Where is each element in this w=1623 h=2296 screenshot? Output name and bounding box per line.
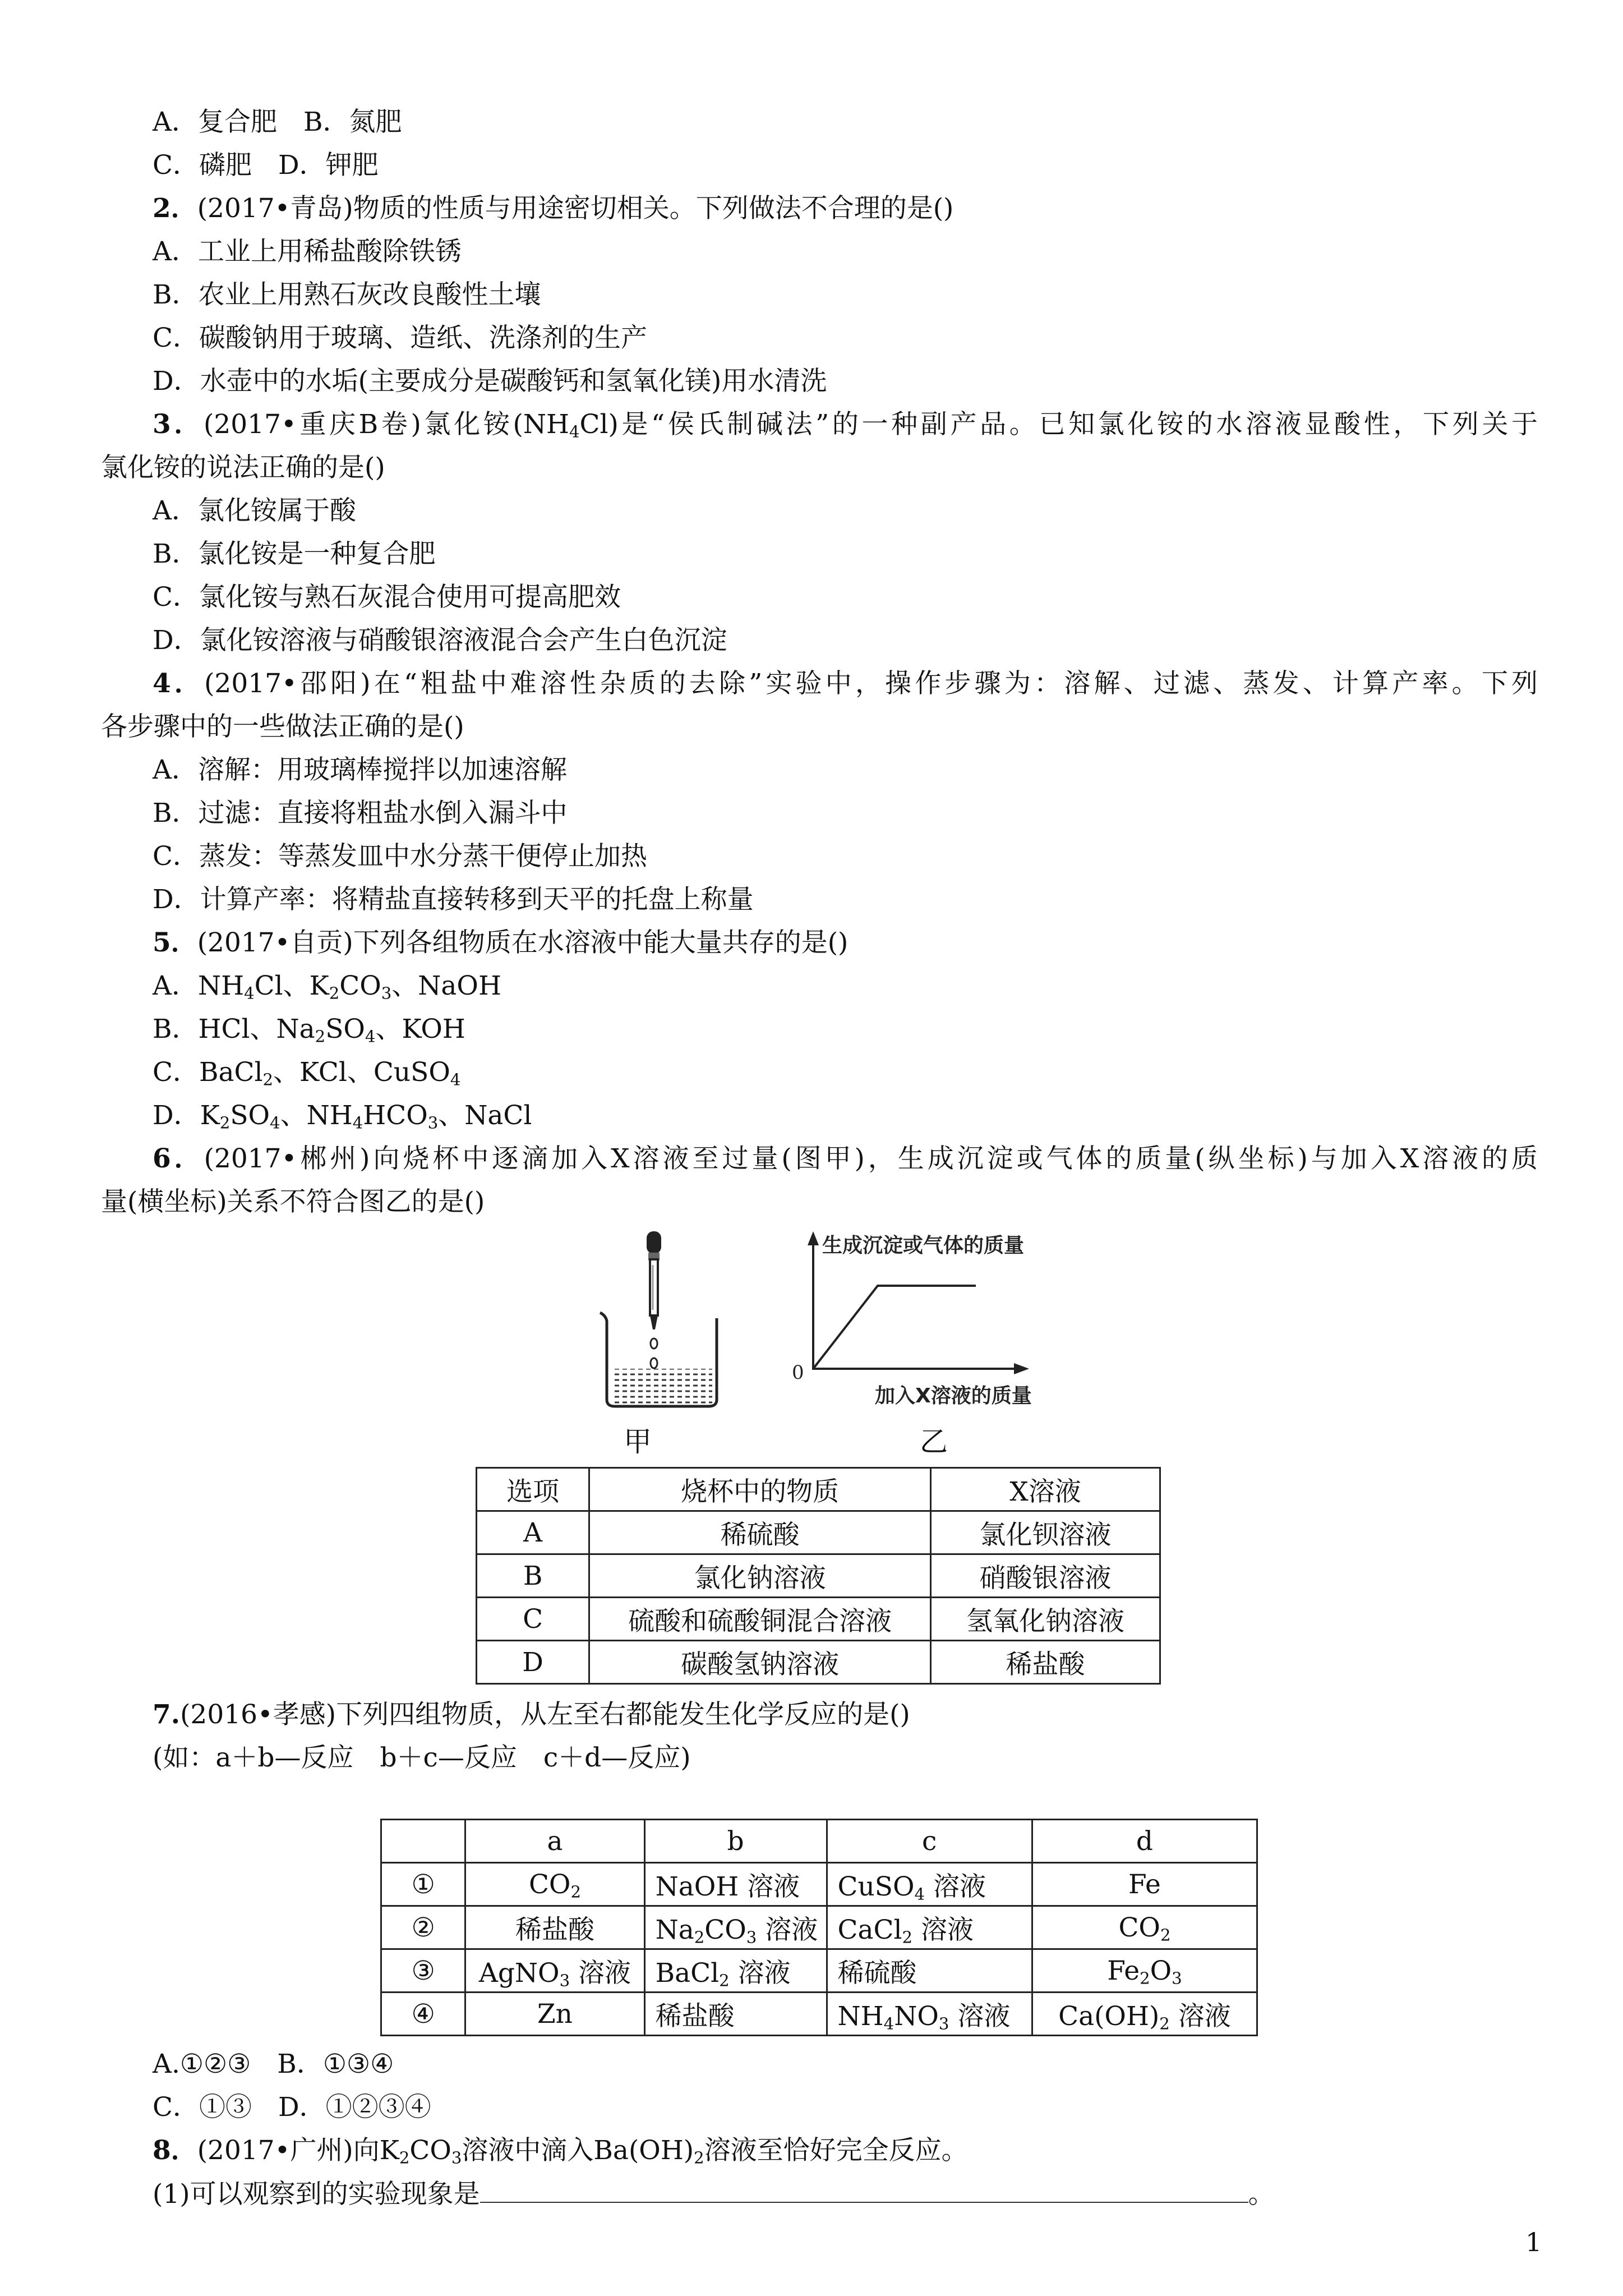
q5-option-b: B．HCl、$Na_2SO_4$、KOH: [153, 1014, 465, 1046]
table-cell: $CO_2$: [1032, 1906, 1257, 1949]
figure-yi-label: 乙: [920, 1425, 948, 1458]
table-cell: 氯化钡溶液: [931, 1511, 1160, 1554]
q3-option-d: D．氯化铵溶液与硝酸银溶液混合会产生白色沉淀: [153, 625, 727, 656]
table-header-cell: c: [827, 1820, 1032, 1863]
q2-option-a: A．工业上用稀盐酸除铁锈: [153, 236, 462, 267]
q7-stem-text: (2016•孝感)下列四组物质，从左至右都能发生化学反应的是(): [180, 1699, 910, 1730]
q2-option-c: C．碳酸钠用于玻璃、造纸、洗涤剂的生产: [153, 323, 647, 353]
q4-stem-line2: 各步骤中的一些做法正确的是(): [101, 711, 464, 742]
table-cell: 稀盐酸: [644, 1993, 827, 2036]
table-cell: D: [477, 1641, 589, 1684]
table-row: [381, 1993, 1257, 2036]
table-cell: NaOH 溶液: [644, 1863, 827, 1906]
table-cell: ②: [381, 1906, 465, 1949]
q3-option-b: B．氯化铵是一种复合肥: [153, 539, 436, 569]
table-cell: Zn: [465, 1993, 644, 2036]
table-cell: C: [477, 1598, 589, 1641]
q5-stem-text: (2017•自贡)下列各组物质在水溶液中能大量共存的是(): [197, 927, 849, 958]
table-cell: AgNO$_3$ 溶液: [465, 1949, 644, 1993]
x-axis-arrow: [1014, 1363, 1029, 1374]
table-row: [477, 1468, 1160, 1511]
page-number: 1: [1525, 2227, 1542, 2257]
table-cell: 硝酸银溶液: [931, 1554, 1160, 1598]
q8-sub1-label: (1)可以观察到的实验现象是: [153, 2179, 480, 2210]
q4-stem-text: (2017•邵阳)在“粗盐中难溶性杂质的去除”实验中，操作步骤为：溶解、过滤、蒸发、计算产率。下列: [204, 668, 1538, 699]
table-header-cell: X溶液: [931, 1468, 1160, 1511]
q4-number: 4．: [153, 668, 205, 699]
table-cell: BaCl$_2$ 溶液: [644, 1949, 827, 1993]
table-cell: 稀盐酸: [465, 1906, 644, 1949]
q4-option-b: B．过滤：直接将粗盐水倒入漏斗中: [153, 798, 568, 829]
graph-origin-label: 0: [792, 1361, 804, 1384]
table-cell: CaCl$_2$ 溶液: [827, 1906, 1032, 1949]
q8-stem: 8．(2017•广州)向$K_2CO_3$溶液中滴入$Ba(OH)_2$溶液至恰好完全反应。: [153, 2135, 968, 2168]
table-cell: 氢氧化钠溶液: [931, 1598, 1160, 1641]
mass-graph: [780, 1223, 1071, 1419]
table-cell: ④: [381, 1993, 465, 2036]
q6-table: [476, 1467, 1161, 1685]
q6-number: 6．: [153, 1143, 204, 1174]
table-cell: ③: [381, 1949, 465, 1993]
table-cell: 稀盐酸: [931, 1641, 1160, 1684]
table-row: [477, 1554, 1160, 1598]
q2-stem: [153, 192, 953, 226]
table-row: [381, 1949, 1257, 1993]
q6-stem-line2: 量(横坐标)关系不符合图乙的是(): [101, 1186, 485, 1217]
q3-stem-part1: (2017•重庆B卷)氯化铵(NH: [204, 409, 569, 440]
table-header-cell: b: [644, 1820, 827, 1863]
table-cell: ①: [381, 1863, 465, 1906]
table-header-cell: 选项: [477, 1468, 589, 1511]
table-row: [381, 1863, 1257, 1906]
q6-stem: [153, 1142, 1538, 1176]
q4-stem: [153, 667, 1538, 701]
graph-x-label: 加入X溶液的质量: [875, 1384, 1032, 1407]
table-header-cell: 烧杯中的物质: [589, 1468, 931, 1511]
table-row: [381, 1906, 1257, 1949]
q8-subquestion-1: [153, 2177, 1275, 2211]
table-header-cell: d: [1032, 1820, 1257, 1863]
q7-stem: [153, 1698, 910, 1732]
table-cell: 氯化钠溶液: [589, 1554, 931, 1598]
q3-stem-line2: 氯化铵的说法正确的是(): [101, 452, 385, 483]
table-cell: A: [477, 1511, 589, 1554]
table-row: [477, 1598, 1160, 1641]
table-cell: $Ca(OH)_2$ 溶液: [1032, 1993, 1257, 2036]
table-cell: 稀硫酸: [589, 1511, 931, 1554]
q1-option-cd: C．磷肥 D．钾肥: [153, 150, 379, 181]
table-cell: CuSO$_4$ 溶液: [827, 1863, 1032, 1906]
q5-number: 5．: [153, 927, 197, 958]
q7-option-ab: A.①②③ B．①③④: [153, 2049, 394, 2079]
table-cell: $Fe_2O_3$: [1032, 1949, 1257, 1993]
q3-stem-part2: Cl)是“侯氏制碱法”的一种副产品。已知氯化铵的水溶液显酸性，下列关于: [579, 409, 1538, 440]
table-cell: $CO_2$: [465, 1863, 644, 1906]
beaker-dropper-figure: [583, 1226, 740, 1411]
q4-option-d: D．计算产率：将精盐直接转移到天平的托盘上称量: [153, 884, 754, 915]
q7-number: 7.: [153, 1699, 181, 1730]
graph-y-label: 生成沉淀或气体的质量: [822, 1234, 1025, 1257]
q2-stem-text: (2017•青岛)物质的性质与用途密切相关。下列做法不合理的是(): [197, 193, 954, 224]
q2-option-b: B．农业上用熟石灰改良酸性土壤: [153, 279, 541, 310]
q3-number: 3．: [153, 409, 204, 440]
q8-number: 8．: [153, 2135, 197, 2166]
figure-jia-label: 甲: [624, 1425, 652, 1458]
graph-line: [813, 1286, 976, 1369]
q3-option-a: A．氯化铵属于酸: [153, 495, 356, 526]
q5-option-d: D．$K_2SO_4$、$NH_4HCO_3$、NaCl: [153, 1100, 532, 1133]
table-header-cell: [381, 1820, 465, 1863]
q2-option-d: D．水壶中的水垢(主要成分是碳酸钙和氢氧化镁)用水清洗: [153, 366, 827, 397]
q2-number: 2．: [153, 193, 197, 224]
table-cell: 硫酸和硫酸铜混合溶液: [589, 1598, 931, 1641]
table-cell: 稀硫酸: [827, 1949, 1032, 1993]
table-cell: B: [477, 1554, 589, 1598]
table-row: [477, 1511, 1160, 1554]
table-header-cell: a: [465, 1820, 644, 1863]
table-cell: $NH_4NO_3$ 溶液: [827, 1993, 1032, 2036]
answer-blank[interactable]: [480, 2177, 1248, 2203]
q6-stem-text: (2017•郴州)向烧杯中逐滴加入X溶液至过量(图甲)，生成沉淀或气体的质量(纵坐标)与加入X溶液的质: [204, 1143, 1538, 1174]
q7-note: (如：a＋b—反应 b＋c—反应 c＋d—反应): [153, 1742, 691, 1773]
q4-option-a: A．溶解：用玻璃棒搅拌以加速溶解: [153, 754, 567, 785]
q7-table: [380, 1819, 1258, 2036]
q3-stem-sub: 4: [569, 422, 580, 441]
q8-sub1-end: 。: [1248, 2179, 1275, 2210]
table-cell: 碳酸氢钠溶液: [589, 1641, 931, 1684]
q1-option-ab: A．复合肥 B．氮肥: [153, 107, 402, 137]
q7-option-cd: C．①③ D．①②③④: [153, 2092, 431, 2123]
q5-option-c: C．BaCl$_2$、KCl、CuSO$_4$: [153, 1057, 461, 1089]
table-row: [477, 1641, 1160, 1684]
q5-stem: [153, 926, 848, 960]
q3-stem: [153, 408, 1538, 441]
table-cell: $Na_2CO_3$ 溶液: [644, 1906, 827, 1949]
q5-option-a: A．$NH_4Cl$、$K_2CO_3$、NaOH: [153, 970, 501, 1003]
q3-option-c: C．氯化铵与熟石灰混合使用可提高肥效: [153, 582, 621, 613]
table-cell: Fe: [1032, 1863, 1257, 1906]
q4-option-c: C．蒸发：等蒸发皿中水分蒸干便停止加热: [153, 841, 647, 872]
table-row: [381, 1820, 1257, 1863]
